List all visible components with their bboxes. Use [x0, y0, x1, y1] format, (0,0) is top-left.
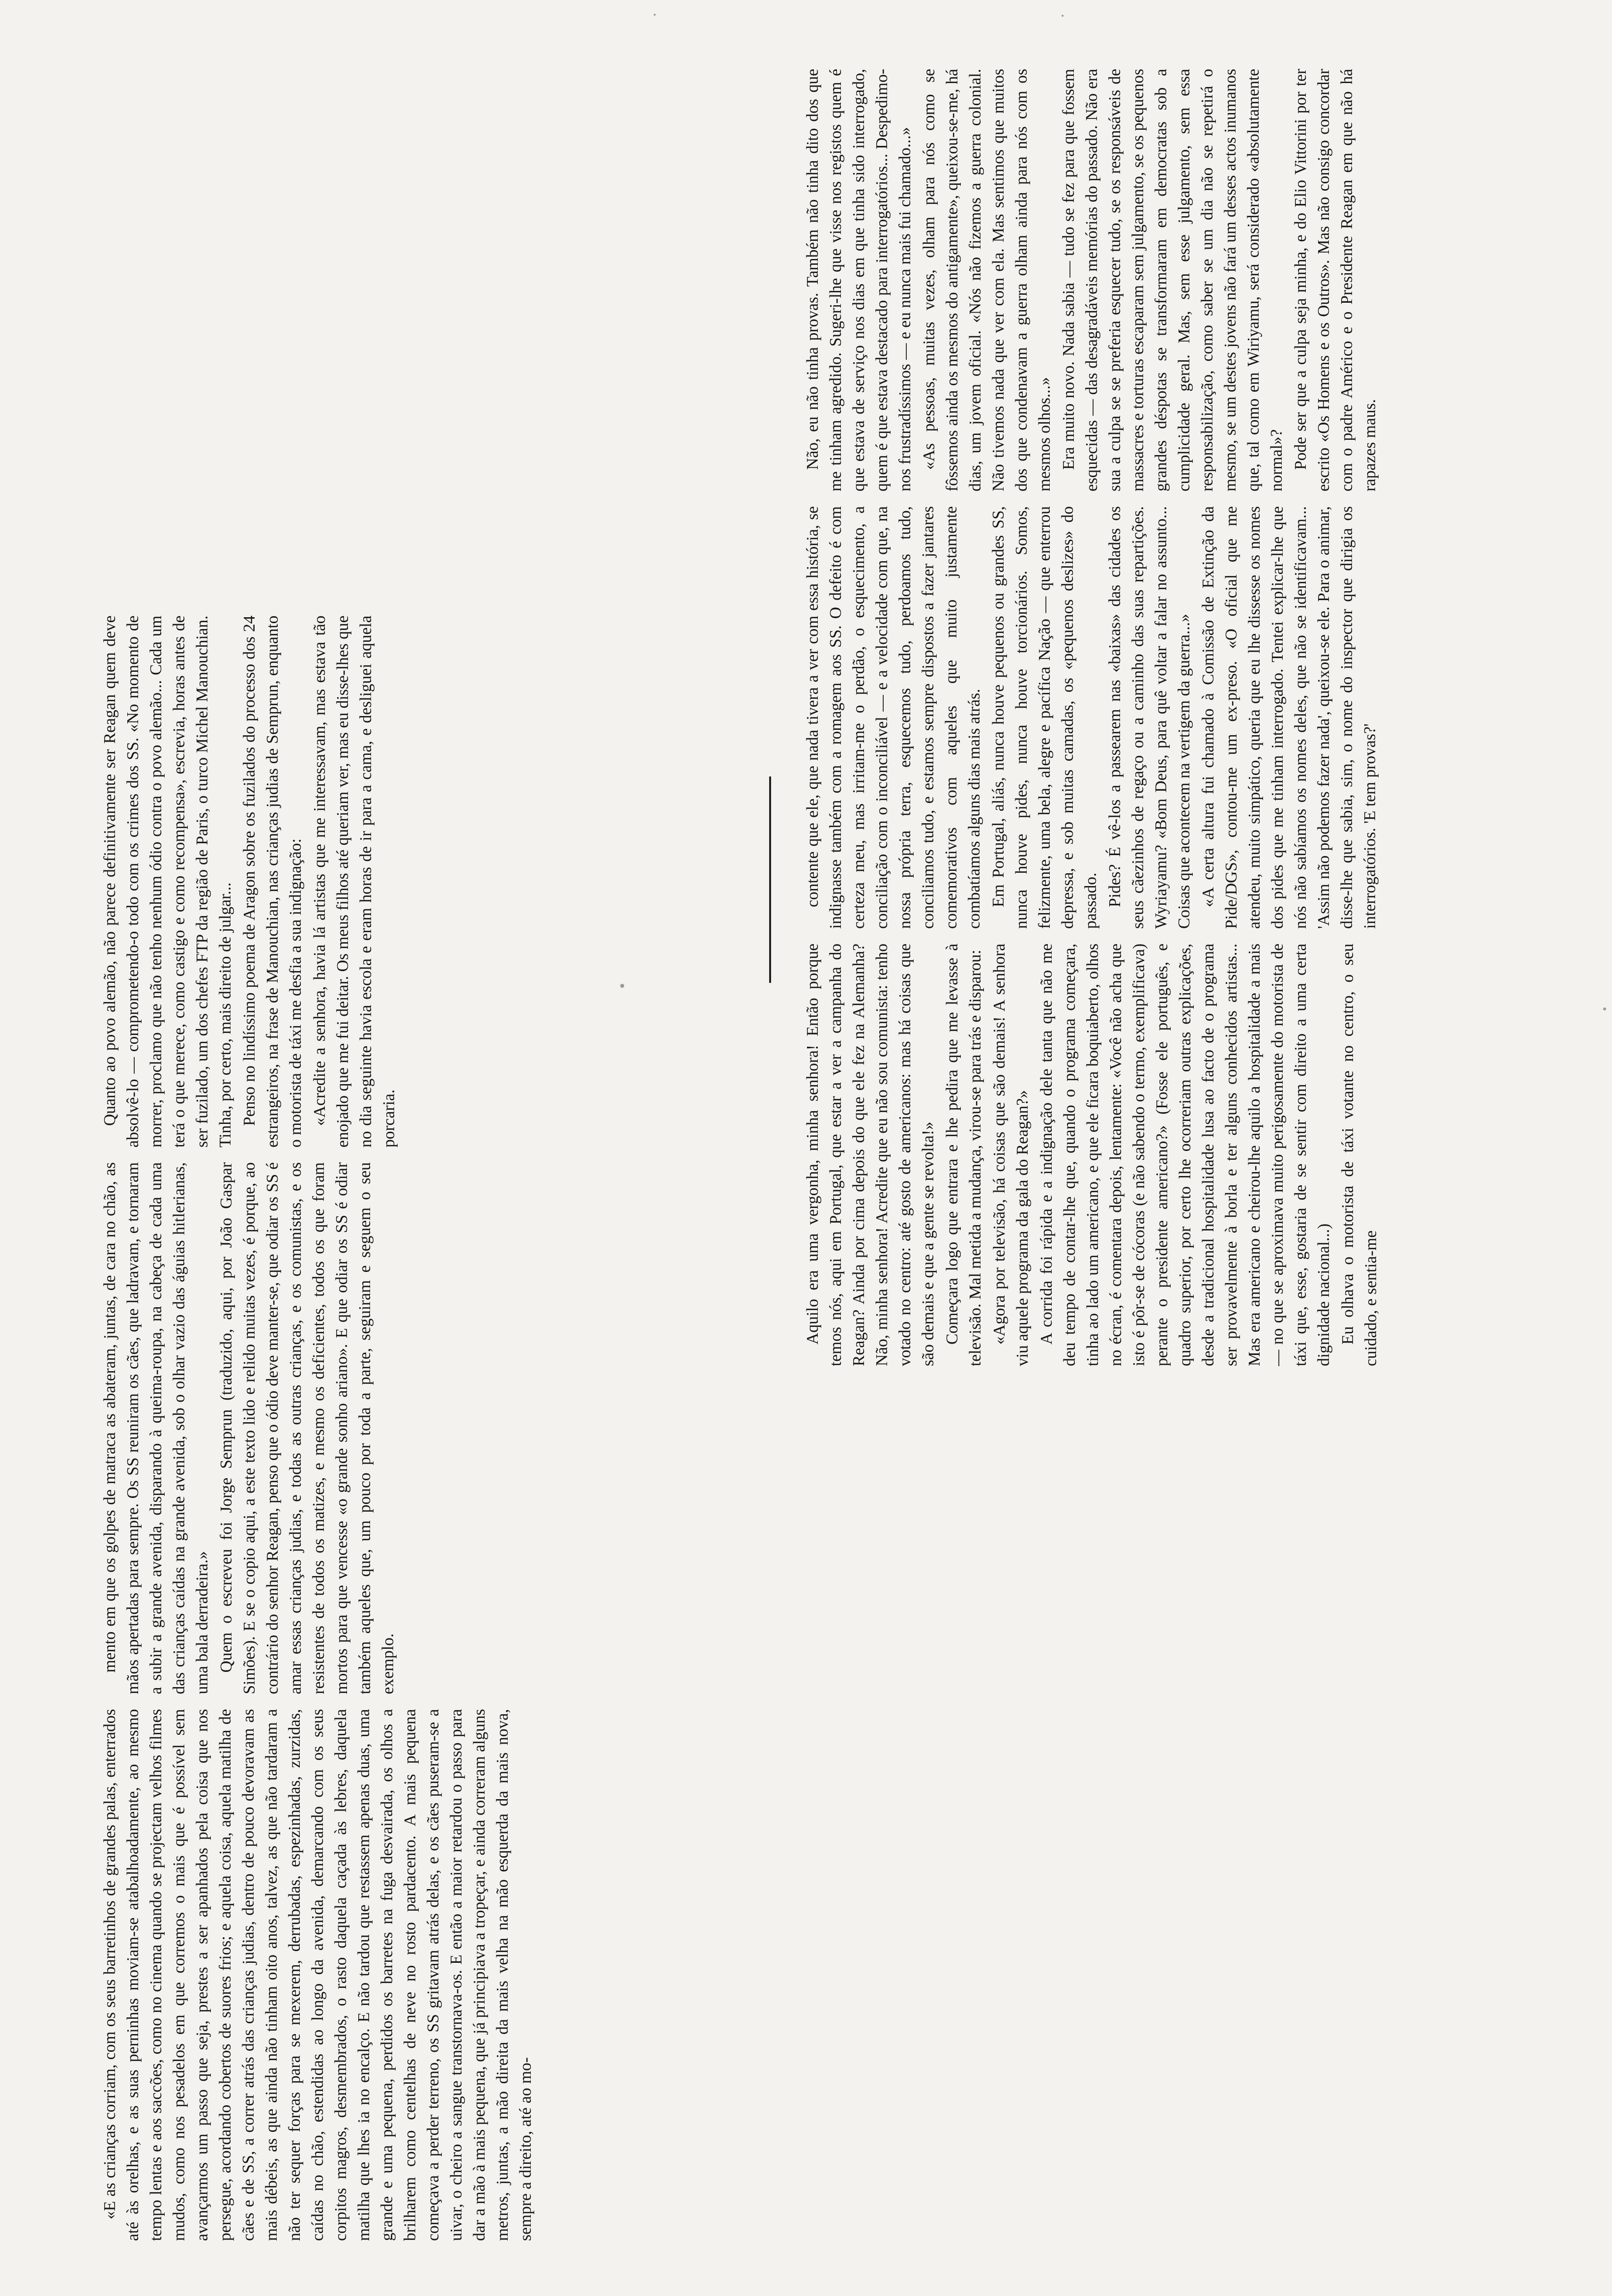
paragraph: Eu olhava o motorista de táxi votante no centro, o seu cuidado, e sentia-me [1339, 944, 1380, 1366]
paragraph: «Agora por televisão, há coisas que são demais! A senhora viu aquele programa da gala do Reagan?» [990, 944, 1032, 1366]
paragraph: Pides? É vê-los a passearem nas «baixas» das cidades os seus cãezinhos de regaço ou a caminho das suas repartições. Wyriayamu? «Bom Deus, para quê voltar a falar no assunto... Coisas que acontecem na vertigem da guerra...» [1106, 506, 1193, 929]
paragraph: «E as crianças corriam, com os seus barretinhos de grandes palas, enterrados até às orelhas, e as suas perninhas moviam-se atabalhoadamente, ao mesmo tempo lentas e aos saccões, como no cinema quando se projectam velhos filmes mudos, como nos pesadelos em que corremos o mais que é possível sem avançarmos um passo que seja, prestes a ser apanhados pela coisa que nos persegue, acordando cobertos de suores frios; e aquela coisa, aquela matilha de cães e de SS, a correr atrás das crianças judias, dentro de pouco devoravam as mais débeis, as que ainda não tinham oito anos, talvez, as que não tardaram a não ter sequer forças para se mexerem, derrubadas, espezinhadas, zurzidas, caídas no chão, estendidas ao longo da avenida, demarcando com os seus corpitos magros, desmembrados, o rasto daquela caçada às lebres, daquela matilha que lhes ia no encalço. E não tardou que restassem apenas duas, uma grande e uma pequena, perdidos os barretes na fuga desvairada, os olhos a brilharem como centelhas de neve no rosto pardacento. A mais pequena começava a perder terreno, os SS gritavam atrás delas, e os cães puseram-se a uivar, o cheiro a sangue transtornava-os. E então a maior retardou o passo para dar a mão à mais pequena, que já principiava a tropeçar, e ainda correram alguns metros, juntas, a mão direita da mais velha na mão esquerda da mais nova, sempre a direito, até ao mo- [101, 1709, 535, 2241]
article-column-4 [801, 944, 1519, 1366]
article-column-6 [801, 69, 1519, 491]
scan-speck [654, 14, 656, 16]
paragraph: Não, eu não tinha provas. Também não tinha dito dos que me tinham agredido. Sugeri-lhe que visse nos registos quem é que estava de serviço nos dias em que tinha sido interrogado, quem é que estava destacado para interrogatórios... Despedimo-nos frustradíssimos — e eu nunca mais fui chamado...» [804, 69, 914, 491]
article-column-1 [98, 1709, 737, 2241]
scan-speck [1603, 1007, 1606, 1010]
paragraph: Quanto ao povo alemão, não parece definitivamente ser Reagan quem deve absolvê-lo — comprometendo-o todo com os crimes dos SS. «No momento de morrer, proclamo que não tenho nenhum ódio contra o povo alemão... Cada um terá o que merece, como castigo e como recompensa», escrevia, horas antes de ser fuzilado, um dos chefes FTP da região de Paris, o turco Michel Manouchian. Tinha, por certo, mais direito de julgar... [101, 615, 234, 1148]
article-top-band [801, 69, 1519, 2241]
paragraph: Era muito novo. Nada sabia — tudo se fez para que fossem esquecidas — das desagradáveis memórias do passado. Não era sua a culpa se se preferia esquecer tudo, se os responsáveis de massacres e torturas escaparam sem julgamento, se os pequenos grandes déspotas se transformaram em democratas sob a cumplicidade geral. Mas, sem esse julgamento, sem essa responsabilização, como saber se um dia não se repetirá o mesmo, se um destes jovens não fará um desses actos inumanos que, tal como em Wiriyamu, será considerado «absolutamente normal»? [1060, 69, 1286, 491]
paragraph: Em Portugal, aliás, nunca houve pequenos ou grandes SS, nunca houve pides, nunca houve torcionários. Somos, felizmente, uma bela, alegre e pacífica Nação — que enterrou depressa, e sob muitas camadas, os «pequenos deslizes» do passado. [989, 506, 1100, 929]
column-spacer [801, 1381, 1519, 1804]
scan-speck [1062, 15, 1064, 17]
paragraph: Penso no lindíssimo poema de Aragon sobre os fuzilados do processo dos 24 estrangeiros, na frase de Manouchian, nas crianças judias de Semprun, enquanto o motorista de táxi me desfia a sua indignação: [240, 615, 305, 1148]
paragraph: contente que ele, que nada tivera a ver com essa história, se indignasse também com a romagem aos SS. O defeito é com certeza meu, mas irritam-me o perdão, o esquecimento, a conciliação com o inconciliável — e a velocidade com que, na nossa própria terra, esquecemos tudo, perdoamos tudo, conciliamos tudo, e estamos sempre dispostos a fazer jantares comemorativos com aqueles que muito justamente combatíamos alguns dias mais atrás. [804, 506, 983, 929]
paragraph: Começara logo que entrara e lhe pedira que me levasse à televisão. Mal metida a mudança, virou-se para trás e disparou: [943, 944, 984, 1366]
column-spacer [801, 1818, 1519, 2241]
article-column-2 [98, 1162, 737, 1694]
paragraph: mento em que os golpes de matraca as abateram, juntas, de cara no chão, as mãos apertadas para sempre. Os SS reuniram os cães, que ladravam, e tornaram a subir a grande avenida, disparando à queima-roupa, na cabeça de cada uma das crianças caídas na grande avenida, sob o olhar vazio das águias hitlerianas, uma bala derradeira.» [101, 1162, 211, 1694]
paragraph: Pode ser que a culpa seja minha, e do Elio Vittorini por ter escrito «Os Homens e os Outros». Mas não consigo concordar com o padre Américo e o Presidente Reagan em que não há rapazes maus. [1292, 69, 1379, 491]
paragraph: «A certa altura fui chamado à Comissão de Extinção da Pide/DGS», contou-me um ex-preso. «O oficial que me atendeu, muito simpático, queria que eu lhe dissesse os nomes dos pides que me tinham interrogado. Tentei explicar-lhe que nós não sabíamos os nomes deles, que não se identificavam... 'Assim não podemos fazer nada', queixou-se ele. Para o animar, disse-lhe que sabia, sim, o nome do inspector que dirigia os interrogatórios. 'E tem provas?' [1199, 506, 1379, 929]
paragraph: «As pessoas, muitas vezes, olham para nós como se fôssemos ainda os mesmos do antigamente», queixou-se-me, há dias, um jovem oficial. «Nós não fizemos a guerra colonial. Não tivemos nada que ver com ela. Mas sentimos que muitos dos que condenavam a guerra olham ainda para nós com os mesmos olhos...» [920, 69, 1054, 491]
column-spacer [98, 69, 737, 601]
paragraph: A corrida foi rápida e a indignação dele tanta que não me deu tempo de contar-lhe que, quando o programa começara, tinha ao lado um americano, e que ele ficara boquiaberto, olhos no écran, é comentara depois, lentamente: «Você não acha que isto é pôr-se de cócoras (e não sabendo o termo, exemplificava) perante o presidente americano?» (Fosse ele português, e quadro superior, por certo lhe ocorreriam outras explicações, desde a tradicional hospitalidade lusa ao facto de o programa ser provavelmente à borla e ter alguns conhecidos artistas... Mas era americano e cheirou-lhe aquilo a hospitalidade a mais — no que se aproximava muito perigosamente do motorista de táxi que, esse, gostaria de se sentir com direito a uma certa dignidade nacional...) [1037, 944, 1333, 1366]
paragraph: Aquilo era uma vergonha, minha senhora! Então porque temos nós, aqui em Portugal, que estar a ver a campanha do Reagan? Ainda por cima depois do que ele fez na Alemanha? Não, minha senhora! Acredite que eu não sou comunista: tenho votado no centro: até gosto de americanos: mas há coisas que são demais e que a gente se revolta!» [804, 944, 937, 1366]
article-bottom-band [98, 69, 737, 2241]
rotated-article [98, 69, 1524, 2241]
paragraph: «Acredite a senhora, havia lá artistas que me interessavam, mas estava tão enojado que me fui deitar. Os meus filhos até queriam ver, mas eu disse-lhes que no dia seguinte havia escola e eram horas de ir para a cama, e desliguei aquela porcaria. [311, 615, 398, 1148]
article-column-5 [801, 506, 1519, 929]
column-divider-rule [769, 776, 771, 983]
paragraph: Quem o escreveu foi Jorge Semprun (traduzido, aqui, por João Gaspar Simões). E se o copio aqui, a este texto lido e relido muitas vezes, é porque, ao contrário do senhor Reagan, penso que o ódio deve manter-se, que odiar os SS é amar essas crianças judias, e todas as outras crianças, e os comunistas, e os resistentes de todos os matizes, e mesmo os deficientes, todos os que foram mortos para que vencesse «o grande sonho ariano». E que odiar os SS é odiar também aqueles que, um pouco por toda a parte, seguiram e seguem o seu exemplo. [217, 1162, 397, 1694]
article-column-3 [98, 616, 737, 1148]
